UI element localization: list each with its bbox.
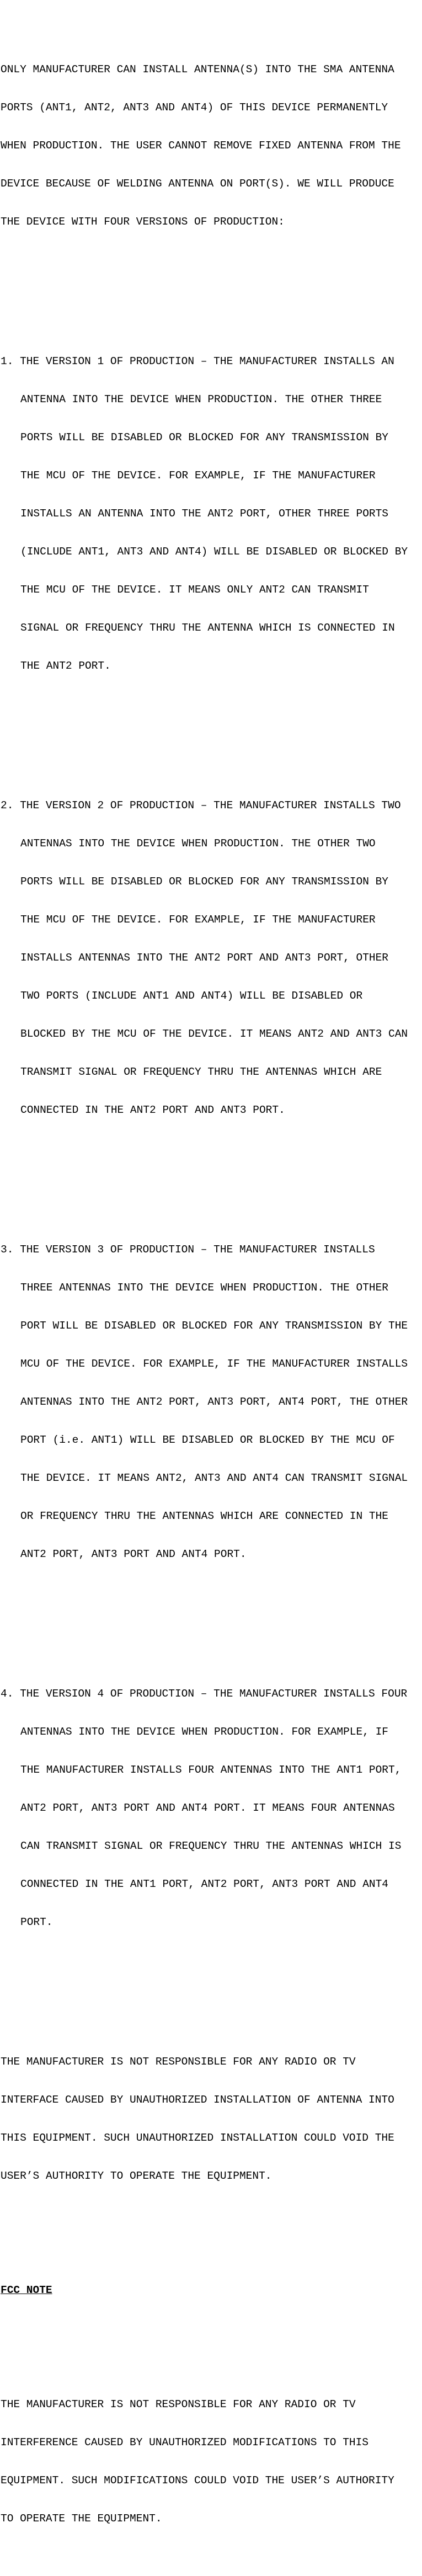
version-4-line: ANTENNAS INTO THE DEVICE WHEN PRODUCTION. FOR EXAMPLE, IF: [20, 1726, 389, 1738]
version-2-line: THE MCU OF THE DEVICE. FOR EXAMPLE, IF THE MANUFACTURER: [20, 914, 376, 926]
disclaimer-line: THIS EQUIPMENT. SUCH UNAUTHORIZED INSTALLATION COULD VOID THE: [1, 2132, 394, 2144]
intro-paragraph: [1, 38, 422, 254]
version-2-line: ANTENNAS INTO THE DEVICE WHEN PRODUCTION. THE OTHER TWO: [20, 838, 376, 850]
disclaimer-line: INTERFACE CAUSED BY UNAUTHORIZED INSTALLATION OF ANTENNA INTO: [1, 2094, 394, 2106]
intro-line: ONLY MANUFACTURER CAN INSTALL ANTENNA(S) INTO THE SMA ANTENNA: [1, 63, 394, 76]
version-3-line: PORT WILL BE DISABLED OR BLOCKED FOR ANY TRANSMISSION BY THE: [20, 1320, 408, 1332]
fcc-note-heading: FCC NOTE: [1, 2284, 52, 2296]
intro-line: PORTS (ANT1, ANT2, ANT3 AND ANT4) OF THIS DEVICE PERMANENTLY: [1, 102, 388, 114]
intro-line: WHEN PRODUCTION. THE USER CANNOT REMOVE FIXED ANTENNA FROM THE: [1, 140, 401, 152]
version-4-line: CAN TRANSMIT SIGNAL OR FREQUENCY THRU THE ANTENNAS WHICH IS: [20, 1840, 402, 1852]
spacer: [1, 279, 422, 292]
intro-line: DEVICE BECAUSE OF WELDING ANTENNA ON PORT(S). WE WILL PRODUCE: [1, 178, 394, 190]
disclaimer-paragraph: [1, 2030, 422, 2208]
spacer: [1, 2233, 422, 2246]
version-4-line: ANT2 PORT, ANT3 PORT AND ANT4 PORT. IT MEANS FOUR ANTENNAS: [20, 1802, 395, 1814]
spacer: [1, 1167, 422, 1180]
version-2-line: CONNECTED IN THE ANT2 PORT AND ANT3 PORT.: [20, 1104, 285, 1116]
version-1-line: SIGNAL OR FREQUENCY THRU THE ANTENNA WHICH IS CONNECTED IN: [20, 622, 395, 634]
version-3-line: PORT (i.e. ANT1) WILL BE DISABLED OR BLOCKED BY THE MCU OF: [20, 1434, 395, 1446]
version-3-line: THREE ANTENNAS INTO THE DEVICE WHEN PRODUCTION. THE OTHER: [20, 1282, 389, 1294]
version-1-line: THE MCU OF THE DEVICE. FOR EXAMPLE, IF THE MANUFACTURER: [20, 470, 376, 482]
version-2-line: INSTALLS ANTENNAS INTO THE ANT2 PORT AND ANT3 PORT, OTHER: [20, 952, 389, 964]
version-1-item: [1, 330, 422, 698]
version-1-first-line: 1. THE VERSION 1 OF PRODUCTION – THE MANUFACTURER INSTALLS AN: [1, 355, 394, 367]
version-2-first-line: 2. THE VERSION 2 OF PRODUCTION – THE MANUFACTURER INSTALLS TWO: [1, 799, 401, 812]
version-1-line: THE ANT2 PORT.: [20, 660, 111, 672]
version-3-line: THE DEVICE. IT MEANS ANT2, ANT3 AND ANT4 CAN TRANSMIT SIGNAL: [20, 1472, 408, 1484]
version-1-line: THE MCU OF THE DEVICE. IT MEANS ONLY ANT2 CAN TRANSMIT: [20, 584, 369, 596]
disclaimer-line: USER’S AUTHORITY TO OPERATE THE EQUIPMENT.: [1, 2170, 272, 2182]
version-3-line: OR FREQUENCY THRU THE ANTENNAS WHICH ARE CONNECTED IN THE: [20, 1510, 389, 1522]
version-2-line: TWO PORTS (INCLUDE ANT1 AND ANT4) WILL BE DISABLED OR: [20, 990, 363, 1002]
version-1-line: INSTALLS AN ANTENNA INTO THE ANT2 PORT, OTHER THREE PORTS: [20, 508, 389, 520]
intro-line: THE DEVICE WITH FOUR VERSIONS OF PRODUCTION:: [1, 216, 285, 228]
version-3-line: ANTENNAS INTO THE ANT2 PORT, ANT3 PORT, ANT4 PORT, THE OTHER: [20, 1396, 408, 1408]
version-3-item: [1, 1218, 422, 1586]
version-3-first-line: 3. THE VERSION 3 OF PRODUCTION – THE MANUFACTURER INSTALLS: [1, 1244, 375, 1256]
version-3-line: MCU OF THE DEVICE. FOR EXAMPLE, IF THE MANUFACTURER INSTALLS: [20, 1358, 408, 1370]
fcc-note-line: TO OPERATE THE EQUIPMENT.: [1, 2513, 162, 2525]
spacer: [1, 1980, 422, 1992]
version-4-line: THE MANUFACTURER INSTALLS FOUR ANTENNAS INTO THE ANT1 PORT,: [20, 1764, 402, 1776]
version-4-item: [1, 1662, 422, 1954]
version-4-line: CONNECTED IN THE ANT1 PORT, ANT2 PORT, ANT3 PORT AND ANT4: [20, 1878, 389, 1890]
version-4-first-line: 4. THE VERSION 4 OF PRODUCTION – THE MANUFACTURER INSTALLS FOUR: [1, 1688, 408, 1700]
spacer: [1, 2322, 422, 2335]
fcc-note-line: EQUIPMENT. SUCH MODIFICATIONS COULD VOID THE USER’S AUTHORITY: [1, 2474, 394, 2487]
version-1-line: ANTENNA INTO THE DEVICE WHEN PRODUCTION. THE OTHER THREE: [20, 393, 382, 406]
fcc-note-line: INTERFERENCE CAUSED BY UNAUTHORIZED MODIFICATIONS TO THIS: [1, 2436, 369, 2449]
version-3-line: ANT2 PORT, ANT3 PORT AND ANT4 PORT.: [20, 1548, 247, 1560]
document-page: [1, 0, 422, 2576]
spacer: [1, 1612, 422, 1624]
version-2-item: [1, 774, 422, 1142]
fcc-note-line: THE MANUFACTURER IS NOT RESPONSIBLE FOR ANY RADIO OR TV: [1, 2398, 356, 2410]
version-1-line: PORTS WILL BE DISABLED OR BLOCKED FOR ANY TRANSMISSION BY: [20, 431, 389, 444]
spacer: [1, 723, 422, 736]
version-2-line: PORTS WILL BE DISABLED OR BLOCKED FOR ANY TRANSMISSION BY: [20, 876, 389, 888]
fcc-note-paragraph: [1, 2373, 422, 2551]
disclaimer-line: THE MANUFACTURER IS NOT RESPONSIBLE FOR ANY RADIO OR TV: [1, 2056, 356, 2068]
version-2-line: TRANSMIT SIGNAL OR FREQUENCY THRU THE ANTENNAS WHICH ARE: [20, 1066, 382, 1078]
version-4-line: PORT.: [20, 1916, 53, 1928]
version-2-line: BLOCKED BY THE MCU OF THE DEVICE. IT MEANS ANT2 AND ANT3 CAN: [20, 1028, 408, 1040]
version-1-line: (INCLUDE ANT1, ANT3 AND ANT4) WILL BE DISABLED OR BLOCKED BY: [20, 546, 408, 558]
